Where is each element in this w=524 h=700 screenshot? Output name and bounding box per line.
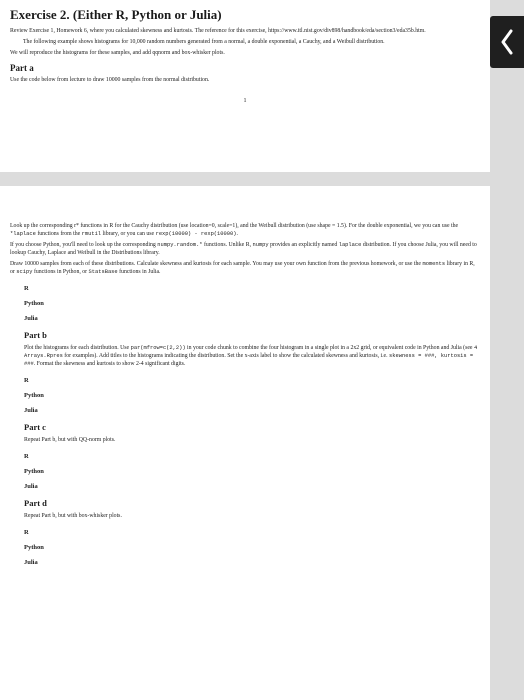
language-choices-b	[24, 377, 480, 414]
part-c-heading: Part c	[24, 422, 46, 432]
document-page-2	[0, 186, 490, 700]
lookup-text: library, or you can use	[102, 231, 155, 237]
lookup-text: functions from the	[37, 231, 81, 237]
exercise-title: Exercise 2. (Either R, Python or Julia)	[10, 7, 222, 22]
code-statsbase: StatsBase	[88, 269, 118, 275]
part-b-span: Plot the histograms for each distribution. Use	[24, 345, 130, 351]
lookup-text: .	[236, 231, 238, 237]
choice-python[interactable]: Python	[24, 300, 44, 307]
draw-text: library in R, or	[10, 261, 475, 275]
language-choices-a	[24, 285, 480, 322]
choice-julia[interactable]: Julia	[24, 407, 38, 414]
choice-julia[interactable]: Julia	[24, 483, 38, 490]
choice-python[interactable]: Python	[24, 468, 44, 475]
intro-paragraph: Review Exercise 1, Homework 6, where you calculated skewness and kurtosis. The reference for this exercise, https://www.itl.nist.gov/div898/handbook/eda/section3/eda35b.htm.	[10, 28, 426, 34]
choice-r[interactable]: R	[24, 453, 29, 460]
language-choices-c	[24, 453, 480, 490]
python-text: functions. Unlike R,	[204, 242, 252, 248]
choice-r[interactable]: R	[24, 377, 29, 384]
draw-text: functions in Julia.	[119, 269, 161, 275]
code-laplace: *laplace	[10, 231, 36, 237]
part-c-text: Repeat Part b, but with QQ-norm plots.	[24, 437, 116, 443]
code-moments: moments	[422, 261, 446, 267]
choice-r[interactable]: R	[24, 529, 29, 536]
part-a-text: Use the code below from lecture to draw 10000 samples from the normal distribution.	[10, 77, 210, 83]
part-b-span: in your code chunk to combine the four histogram in a single plot in a 2x2 grid, or equivalent code in Python and Julia (see	[187, 345, 473, 351]
choice-julia[interactable]: Julia	[24, 559, 38, 566]
page-number: 1	[243, 98, 247, 104]
document-page-1	[0, 0, 490, 172]
part-b-span: . Format the skewness and kurtosis to show 2-4 significant digits.	[33, 361, 186, 367]
code-rexp: rexp(10000) - rexp(10000)	[155, 231, 237, 237]
part-a-heading: Part a	[10, 63, 34, 73]
part-b-text	[24, 344, 480, 368]
draw-text: Draw 10000 samples from each of these distributions. Calculate skewness and kurtosis for each sample. You may use your own function from the previous homework, or use the	[10, 261, 422, 267]
code-scipy: scipy	[16, 269, 33, 275]
python-paragraph	[10, 241, 480, 257]
code-rmutil: rmutil	[81, 231, 102, 237]
lookup-text: Look up the corresponding r* functions in R for the Cauchy distribution (use location=0, scale=1), and the Weibull distribution (use shape = 1.5). For the double exponential, we you can use the	[10, 223, 459, 229]
choice-python[interactable]: Python	[24, 544, 44, 551]
python-text: provides an explicitly named	[270, 242, 338, 248]
chevron-left-icon	[500, 29, 514, 55]
part-d-heading: Part d	[24, 498, 47, 508]
code-numpy: numpy	[252, 242, 269, 248]
code-laplace-name: laplace	[338, 242, 362, 248]
python-text: distribution. If you choose Julia, you will need to lookup Cauchy, Laplace and Weibull in the Distributions library.	[10, 242, 477, 256]
python-text: If you choose Python, you'll need to look up the corresponding	[10, 242, 156, 248]
code-par-mfrow: par(mfrow=c(2,2))	[130, 345, 186, 351]
draw-paragraph	[10, 260, 480, 276]
collapse-panel-tab[interactable]	[490, 16, 524, 68]
example-paragraph: The following example shows histograms for 10,000 random numbers generated from a normal, a double exponential, a Cauchy, and a Weibull distribution.	[23, 39, 385, 45]
choice-python[interactable]: Python	[24, 392, 44, 399]
code-skewness-kurtosis: skewness = ###, kurtosis = ###	[24, 353, 474, 367]
part-b-span: for examples). Add titles to the histograms indicating the distribution. Set the x-axis label to show the calculated skewness and kurtosis, i.e.	[64, 353, 388, 359]
code-arrays-rpres: 4 Arrays.Rpres	[24, 345, 478, 359]
language-choices-d	[24, 529, 480, 566]
draw-text: functions in Python, or	[33, 269, 88, 275]
part-b-heading: Part b	[24, 330, 47, 340]
reproduce-paragraph: We will reproduce the histograms for these samples, and add qqnorm and box-whisker plots.	[10, 50, 225, 56]
choice-julia[interactable]: Julia	[24, 315, 38, 322]
part-d-text: Repeat Part b, but with box-whisker plots.	[24, 513, 122, 519]
choice-r[interactable]: R	[24, 285, 29, 292]
lookup-paragraph	[10, 222, 480, 238]
code-numpy-random: numpy.random.*	[157, 242, 203, 248]
